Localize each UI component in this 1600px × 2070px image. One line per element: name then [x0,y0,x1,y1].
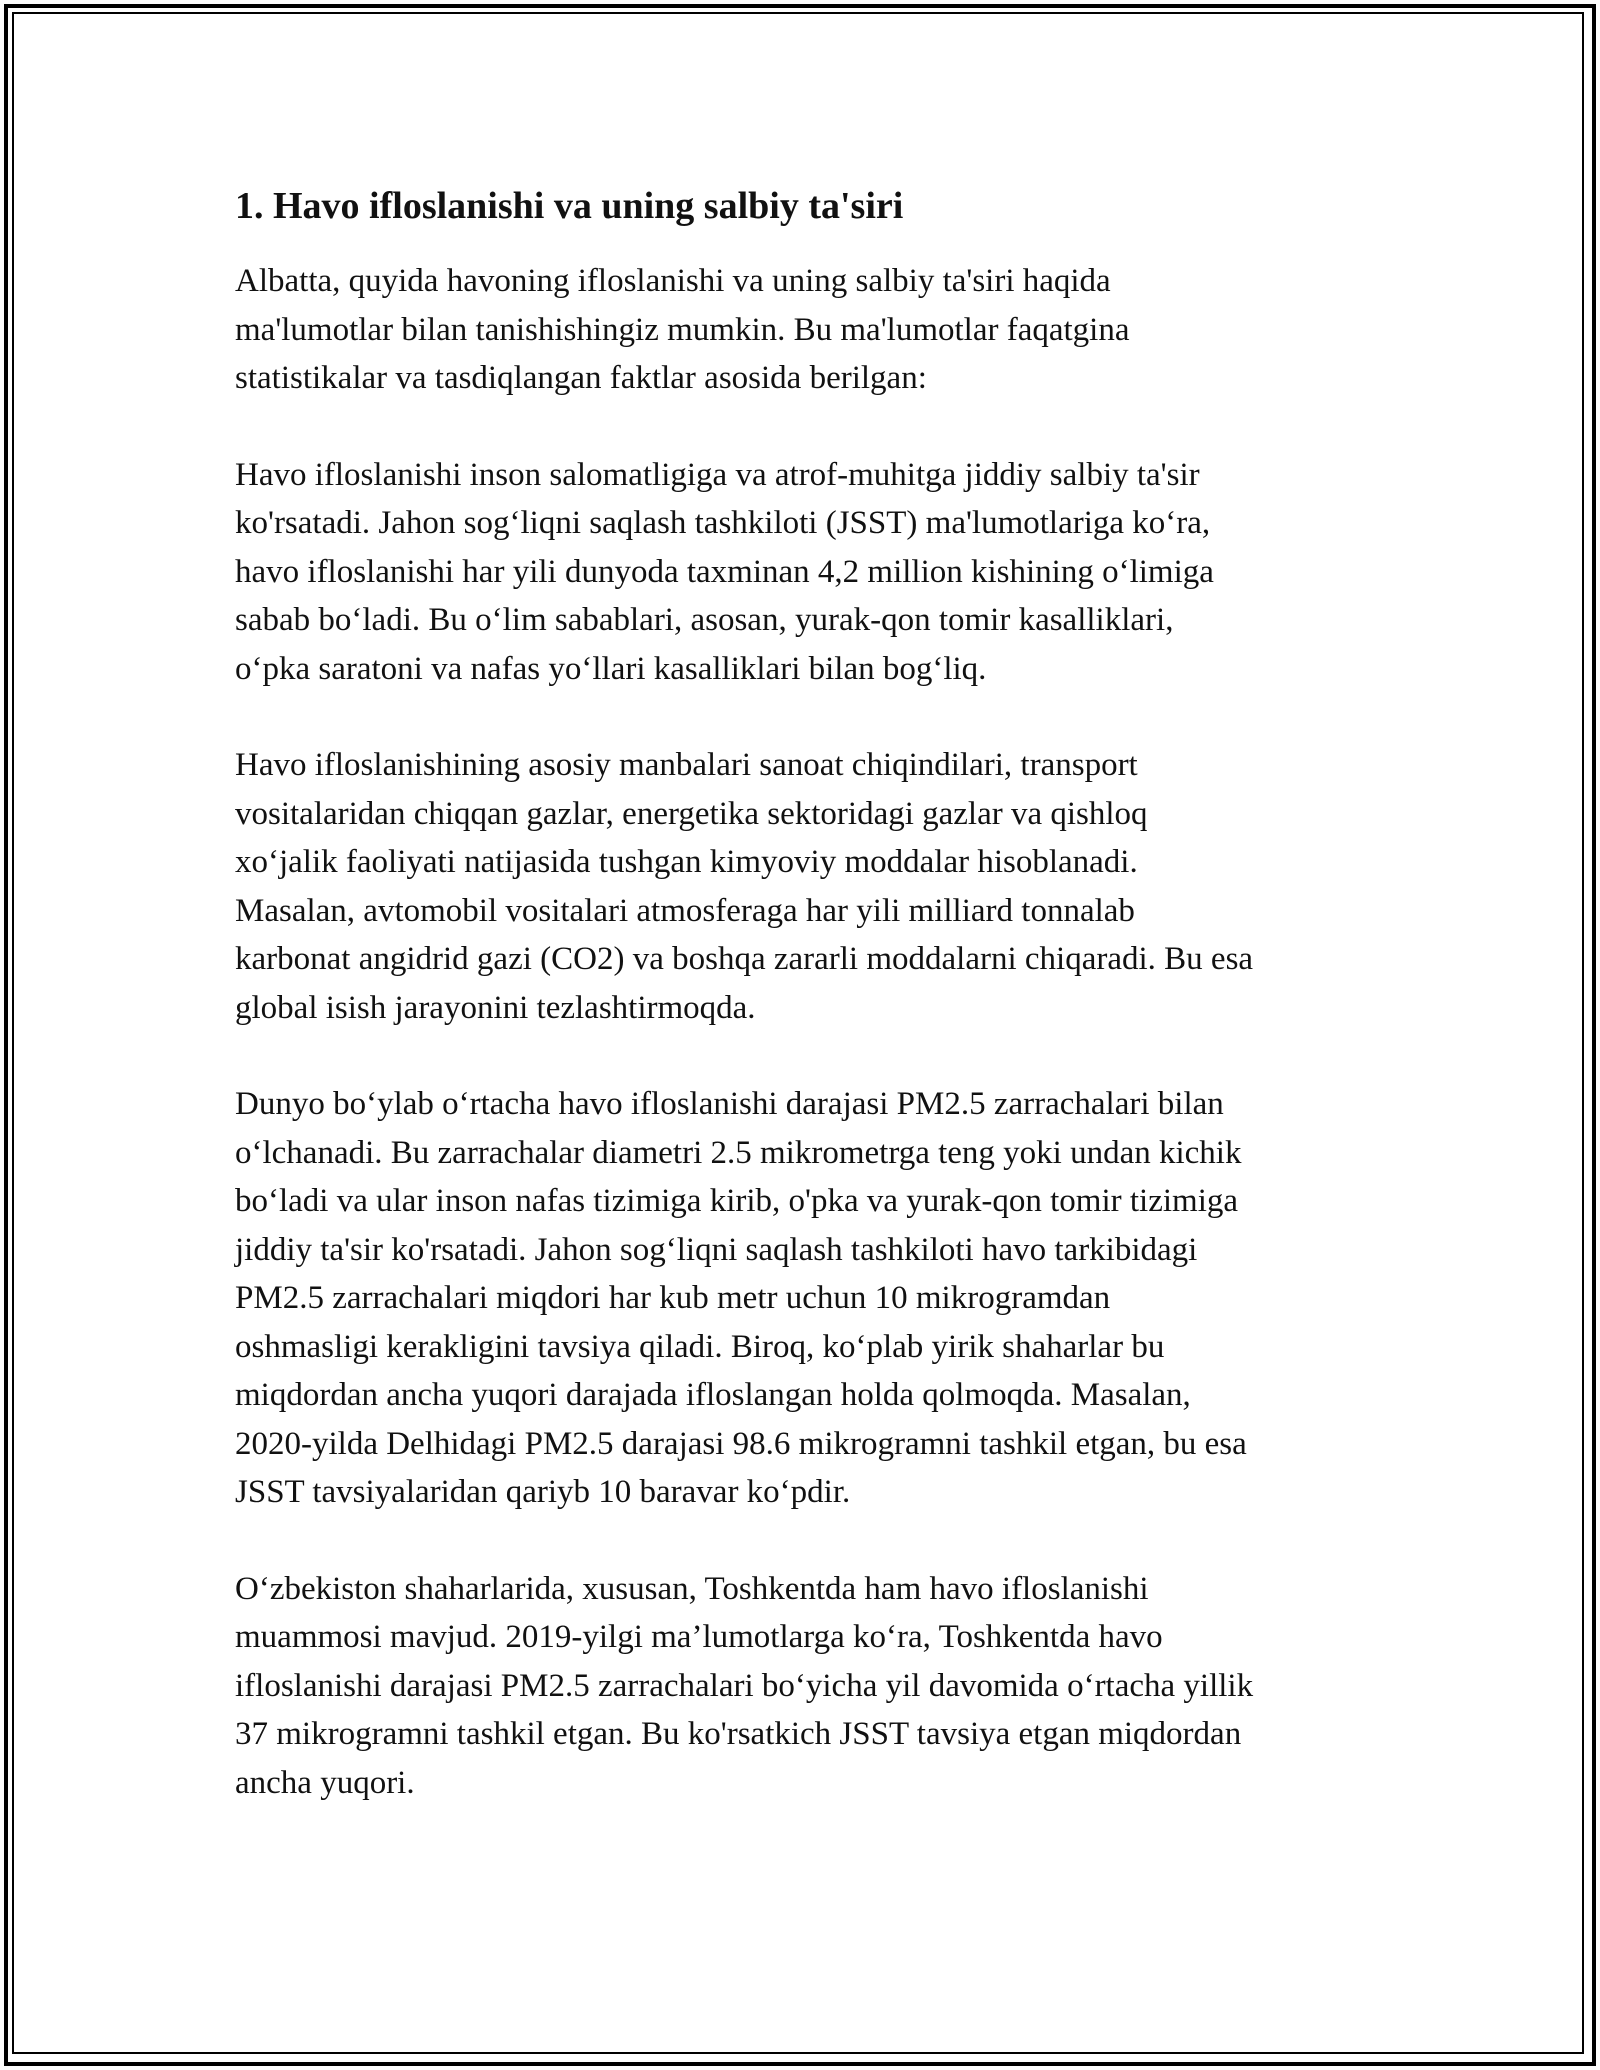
document-body [235,182,1395,1855]
section-heading: 1. Havo ifloslanishi va uning salbiy ta'siri [235,185,904,227]
paragraph-intro: Albatta, quyida havoning ifloslanishi va uning salbiy ta'siri haqida ma'lumotlar bilan tanishishingiz mumkin. Bu ma'lumotlar faqatgina statistikalar va tasdiqlangan faktlar asosida berilgan: [235,263,1130,397]
paragraph-pollution-sources: Havo ifloslanishining asosiy manbalari sanoat chiqindilari, transport vositalaridan chiqqan gazlar, energetika sektoridagi gazlar va qishloq xo‘jalik faoliyati natijasida tushgan kimyoviy moddalar hisoblanadi. Masalan, avtomobil vositalari atmosferaga har yili milliard tonnalab karbonat angidrid gazi (CO2) va boshqa zararli moddalarni chiqaradi. Bu esa global isish jarayonini tezlashtirmoqda. [235,747,1254,1026]
paragraph-pm25-levels: Dunyo bo‘ylab o‘rtacha havo ifloslanishi darajasi PM2.5 zarrachalari bilan o‘lchanadi. Bu zarrachalar diametri 2.5 mikrometrga teng yoki undan kichik bo‘ladi va ular inson nafas tizimiga kirib, o'pka va yurak-qon tomir tizimiga jiddiy ta'sir ko'rsatadi. Jahon sog‘liqni saqlash tashkiloti havo tarkibidagi PM2.5 zarrachalari miqdori har kub metr uchun 10 mikrogramdan oshmasligi kerakligini tavsiya qiladi. Biroq, ko‘plab yirik shaharlar bu miqdordan ancha yuqori darajada ifloslangan holda qolmoqda. Masalan, 2020-yilda Delhidagi PM2.5 darajasi 98.6 mikrogramni tashkil etgan, bu esa JSST tavsiyalaridan qariyb 10 baravar ko‘pdir. [235,1086,1247,1511]
paragraph-health-impact: Havo ifloslanishi inson salomatligiga va atrof-muhitga jiddiy salbiy ta'sir ko'rsatadi. Jahon sog‘liqni saqlash tashkiloti (JSST) ma'lumotlariga ko‘ra, havo ifloslanishi har yili dunyoda taxminan 4,2 million kishining o‘limiga sabab bo‘ladi. Bu o‘lim sabablari, asosan, yurak-qon tomir kasalliklari, o‘pka saratoni va nafas yo‘llari kasalliklari bilan bog‘liq. [235,456,1214,687]
paragraph-uzbekistan: O‘zbekiston shaharlarida, xususan, Toshkentda ham havo ifloslanishi muammosi mavjud. 2019-yilgi ma’lumotlarga ko‘ra, Toshkentda havo ifloslanishi darajasi PM2.5 zarrachalari bo‘yicha yil davomida o‘rtacha yillik 37 mikrogramni tashkil etgan. Bu ko'rsatkich JSST tavsiya etgan miqdordan ancha yuqori. [235,1570,1254,1801]
